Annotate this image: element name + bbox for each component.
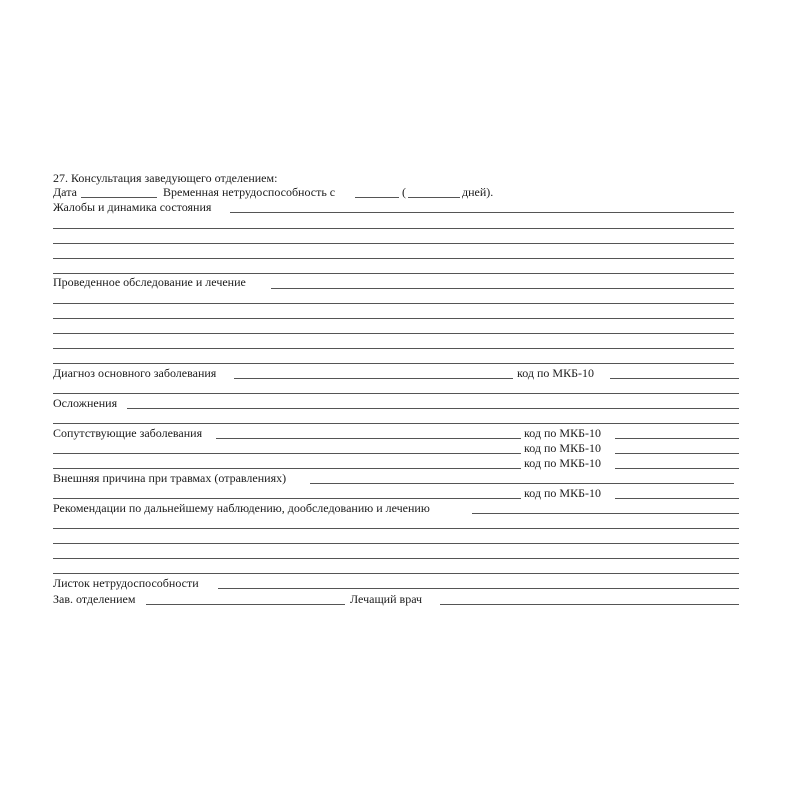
main-diagnosis-line[interactable] (53, 393, 739, 394)
comorbid-icd-field-3[interactable] (615, 468, 739, 469)
external-cause-icd-field[interactable] (615, 498, 739, 499)
complications-label: Осложнения (53, 396, 118, 410)
complaints-line[interactable] (53, 258, 734, 259)
external-cause-label: Внешняя причина при травмах (отравлениях) (53, 471, 287, 485)
external-cause-field[interactable] (310, 483, 734, 484)
examination-line[interactable] (53, 303, 734, 304)
complaints-line[interactable] (53, 273, 734, 274)
head-of-department-signature-field[interactable] (146, 604, 345, 605)
icd-code-label: код по МКБ-10 (524, 486, 601, 500)
recommendations-label: Рекомендации по дальнейшему наблюдению, дообследованию и лечению (53, 501, 430, 515)
main-diagnosis-label: Диагноз основного заболевания (53, 366, 217, 380)
complications-field[interactable] (127, 408, 739, 409)
sick-leave-label: Листок нетрудоспособности (53, 576, 199, 590)
icd-code-label: код по МКБ-10 (524, 441, 601, 455)
days-label: дней). (462, 185, 494, 199)
date-field[interactable] (81, 197, 157, 198)
days-count-field[interactable] (408, 197, 460, 198)
head-of-department-label: Зав. отделением (53, 592, 136, 606)
main-diagnosis-field[interactable] (234, 378, 513, 379)
complaints-label: Жалобы и динамика состояния (53, 200, 212, 214)
section-heading: 27. Консультация заведующего отделением: (53, 171, 278, 185)
comorbid-label: Сопутствующие заболевания (53, 426, 203, 440)
recommendations-line[interactable] (53, 573, 739, 574)
attending-doctor-label: Лечащий врач (350, 592, 423, 606)
examination-line[interactable] (53, 333, 734, 334)
examination-field[interactable] (271, 288, 734, 289)
disability-start-field[interactable] (355, 197, 399, 198)
examination-label: Проведенное обследование и лечение (53, 275, 246, 289)
complaints-line[interactable] (53, 243, 734, 244)
comorbid-icd-field-2[interactable] (615, 453, 739, 454)
recommendations-line[interactable] (53, 558, 739, 559)
comorbid-icd-field-1[interactable] (615, 438, 739, 439)
comorbid-line[interactable] (53, 453, 521, 454)
date-label: Дата (53, 185, 77, 199)
sick-leave-field[interactable] (218, 588, 739, 589)
icd-code-label: код по МКБ-10 (517, 366, 594, 380)
paren-open: ( (402, 185, 406, 199)
recommendations-line[interactable] (53, 528, 739, 529)
icd-code-label: код по МКБ-10 (524, 456, 601, 470)
icd-code-label: код по МКБ-10 (524, 426, 601, 440)
external-cause-line[interactable] (53, 498, 521, 499)
main-diagnosis-icd-field[interactable] (610, 378, 739, 379)
examination-line[interactable] (53, 318, 734, 319)
attending-doctor-signature-field[interactable] (440, 604, 739, 605)
complaints-field[interactable] (230, 212, 734, 213)
examination-line[interactable] (53, 363, 734, 364)
examination-line[interactable] (53, 348, 734, 349)
temp-disability-label: Временная нетрудоспособность с (163, 185, 336, 199)
complaints-line[interactable] (53, 228, 734, 229)
recommendations-field[interactable] (472, 513, 739, 514)
comorbid-line[interactable] (53, 468, 521, 469)
comorbid-field[interactable] (216, 438, 521, 439)
recommendations-line[interactable] (53, 543, 739, 544)
complications-line[interactable] (53, 423, 739, 424)
